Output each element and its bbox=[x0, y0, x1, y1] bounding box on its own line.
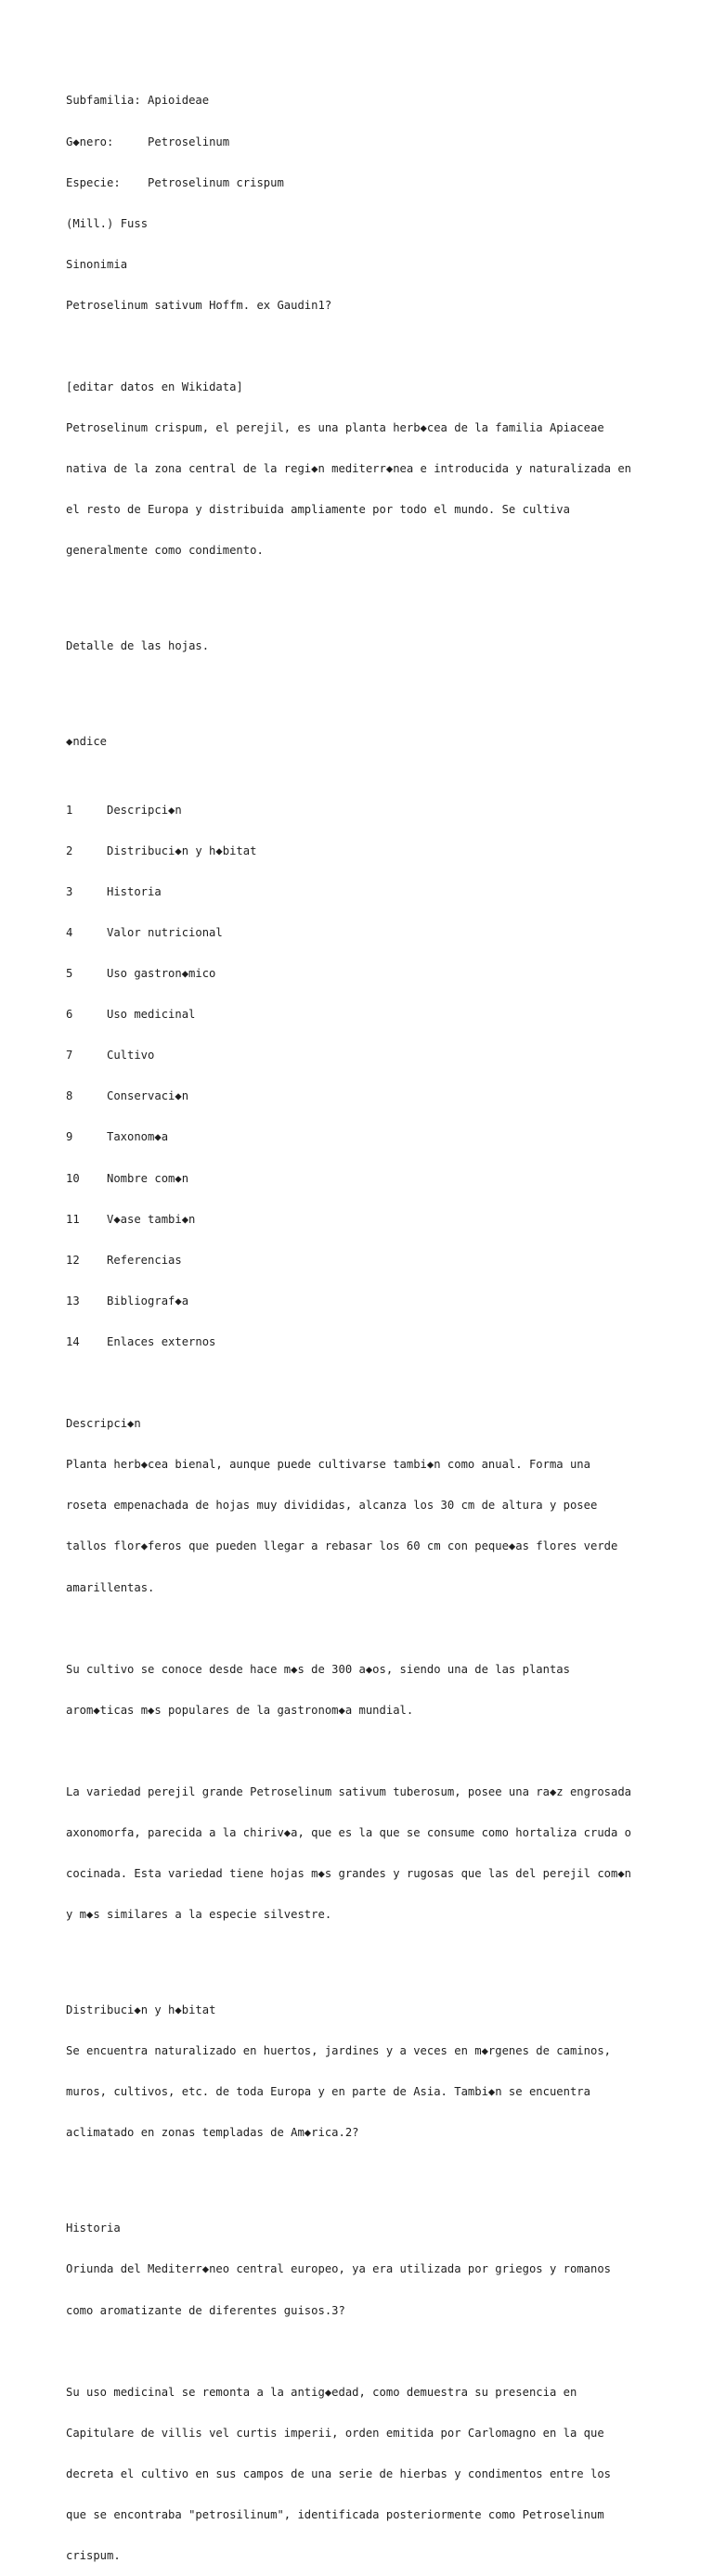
section-heading-historia: Historia bbox=[66, 2222, 121, 2235]
toc-label: Referencias bbox=[107, 1253, 182, 1267]
paragraph-line: y m◆s similares a la especie silvestre. bbox=[66, 1908, 332, 1922]
species-line: Especie: Petroselinum crispum bbox=[66, 175, 284, 189]
intro-line: nativa de la zona central de la regi◆n mediterr◆nea e introducida y naturalizada en bbox=[66, 462, 632, 476]
toc-number: 1 bbox=[66, 803, 73, 817]
paragraph-line: Su cultivo se conoce desde hace m◆s de 300 a◆os, siendo una de las plantas bbox=[66, 1662, 570, 1676]
toc-item[interactable] bbox=[66, 1294, 660, 1308]
toc-label: Enlaces externos bbox=[107, 1334, 216, 1348]
toc-label: Nombre com◆n bbox=[107, 1171, 189, 1185]
paragraph-line: tallos flor◆feros que pueden llegar a rebasar los 60 cm con peque◆as flores verde bbox=[66, 1539, 618, 1553]
authority-line: (Mill.) Fuss bbox=[66, 216, 149, 230]
genus-line: G◆nero: Petroselinum bbox=[66, 135, 230, 148]
toc-number: 6 bbox=[66, 1008, 73, 1022]
toc-item[interactable] bbox=[66, 926, 660, 940]
toc-number: 12 bbox=[66, 1253, 80, 1267]
paragraph-line: que se encontraba "petrosilinum", identificada posteriormente como Petroselinum bbox=[66, 2507, 604, 2521]
paragraph-line: Planta herb◆cea bienal, aunque puede cultivarse tambi◆n como anual. Forma una bbox=[66, 1458, 590, 1472]
document-page bbox=[66, 67, 660, 2576]
table-of-contents bbox=[66, 776, 660, 1376]
synonym-line: Petroselinum sativum Hoffm. ex Gaudin1? bbox=[66, 298, 332, 312]
toc-number: 11 bbox=[66, 1212, 80, 1226]
toc-item[interactable] bbox=[66, 885, 660, 899]
toc-number: 3 bbox=[66, 884, 73, 898]
toc-item[interactable] bbox=[66, 1008, 660, 1022]
paragraph-line: crispum. bbox=[66, 2549, 121, 2563]
toc-label: Historia bbox=[107, 884, 162, 898]
toc-number: 5 bbox=[66, 967, 73, 981]
section-heading-distribucion: Distribuci◆n y h◆bitat bbox=[66, 2003, 216, 2017]
intro-line: generalmente como condimento. bbox=[66, 544, 264, 558]
subfamily-line: Subfamilia: Apioideae bbox=[66, 94, 210, 108]
toc-label: Conservaci◆n bbox=[107, 1089, 189, 1103]
toc-item[interactable] bbox=[66, 1172, 660, 1186]
toc-number: 13 bbox=[66, 1294, 80, 1307]
paragraph-line: como aromatizante de diferentes guisos.3? bbox=[66, 2303, 345, 2317]
toc-number: 4 bbox=[66, 926, 73, 939]
paragraph-line: amarillentas. bbox=[66, 1580, 155, 1594]
toc-number: 9 bbox=[66, 1130, 73, 1144]
paragraph-line: La variedad perejil grande Petroselinum sativum tuberosum, posee una ra◆z engrosada bbox=[66, 1784, 632, 1798]
toc-label: Descripci◆n bbox=[107, 803, 182, 817]
toc-item[interactable] bbox=[66, 1089, 660, 1103]
toc-item[interactable] bbox=[66, 967, 660, 981]
toc-heading: ◆ndice bbox=[66, 735, 108, 749]
toc-number: 10 bbox=[66, 1171, 80, 1185]
toc-item[interactable] bbox=[66, 1254, 660, 1268]
toc-label: Cultivo bbox=[107, 1049, 155, 1063]
toc-item[interactable] bbox=[66, 844, 660, 858]
image-caption: Detalle de las hojas. bbox=[66, 639, 210, 653]
paragraph-line: muros, cultivos, etc. de toda Europa y en parte de Asia. Tambi◆n se encuentra bbox=[66, 2085, 590, 2099]
toc-item[interactable] bbox=[66, 1049, 660, 1063]
toc-item[interactable] bbox=[66, 1335, 660, 1349]
paragraph-line: cocinada. Esta variedad tiene hojas m◆s grandes y rugosas que las del perejil com◆n bbox=[66, 1867, 632, 1881]
paragraph-line: aclimatado en zonas templadas de Am◆rica.2? bbox=[66, 2126, 359, 2140]
toc-item[interactable] bbox=[66, 1130, 660, 1144]
toc-label: Distribuci◆n y h◆bitat bbox=[107, 844, 257, 857]
toc-number: 14 bbox=[66, 1334, 80, 1348]
toc-label: Taxonom◆a bbox=[107, 1130, 169, 1144]
toc-number: 7 bbox=[66, 1049, 73, 1063]
paragraph-line: Capitulare de villis vel curtis imperii, orden emitida por Carlomagno en la que bbox=[66, 2426, 604, 2440]
synonymy-heading: Sinonimia bbox=[66, 257, 128, 271]
paragraph-line: arom◆ticas m◆s populares de la gastronom◆a mundial. bbox=[66, 1703, 414, 1717]
toc-label: Bibliograf◆a bbox=[107, 1294, 189, 1307]
paragraph-line: roseta empenachada de hojas muy divididas, alcanza los 30 cm de altura y posee bbox=[66, 1499, 598, 1513]
toc-label: Uso medicinal bbox=[107, 1008, 196, 1022]
paragraph-line: decreta el cultivo en sus campos de una serie de hierbas y condimentos entre los bbox=[66, 2467, 611, 2480]
toc-item[interactable] bbox=[66, 804, 660, 818]
toc-number: 2 bbox=[66, 844, 73, 857]
toc-number: 8 bbox=[66, 1089, 73, 1103]
toc-label: Valor nutricional bbox=[107, 926, 223, 939]
wikidata-link[interactable]: [editar datos en Wikidata] bbox=[66, 380, 243, 394]
intro-line: Petroselinum crispum, el perejil, es una planta herb◆cea de la familia Apiaceae bbox=[66, 421, 604, 435]
paragraph-line: axonomorfa, parecida a la chiriv◆a, que es la que se consume como hortaliza cruda o bbox=[66, 1826, 632, 1840]
paragraph-line: Se encuentra naturalizado en huertos, jardines y a veces en m◆rgenes de caminos, bbox=[66, 2044, 611, 2058]
section-heading-descripcion: Descripci◆n bbox=[66, 1417, 141, 1431]
toc-item[interactable] bbox=[66, 1213, 660, 1227]
paragraph-line: Oriunda del Mediterr◆neo central europeo, ya era utilizada por griegos y romanos bbox=[66, 2262, 611, 2276]
toc-label: Uso gastron◆mico bbox=[107, 967, 216, 981]
toc-label: V◆ase tambi◆n bbox=[107, 1212, 196, 1226]
paragraph-line: Su uso medicinal se remonta a la antig◆edad, como demuestra su presencia en bbox=[66, 2385, 577, 2399]
intro-line: el resto de Europa y distribuida ampliamente por todo el mundo. Se cultiva bbox=[66, 503, 570, 517]
